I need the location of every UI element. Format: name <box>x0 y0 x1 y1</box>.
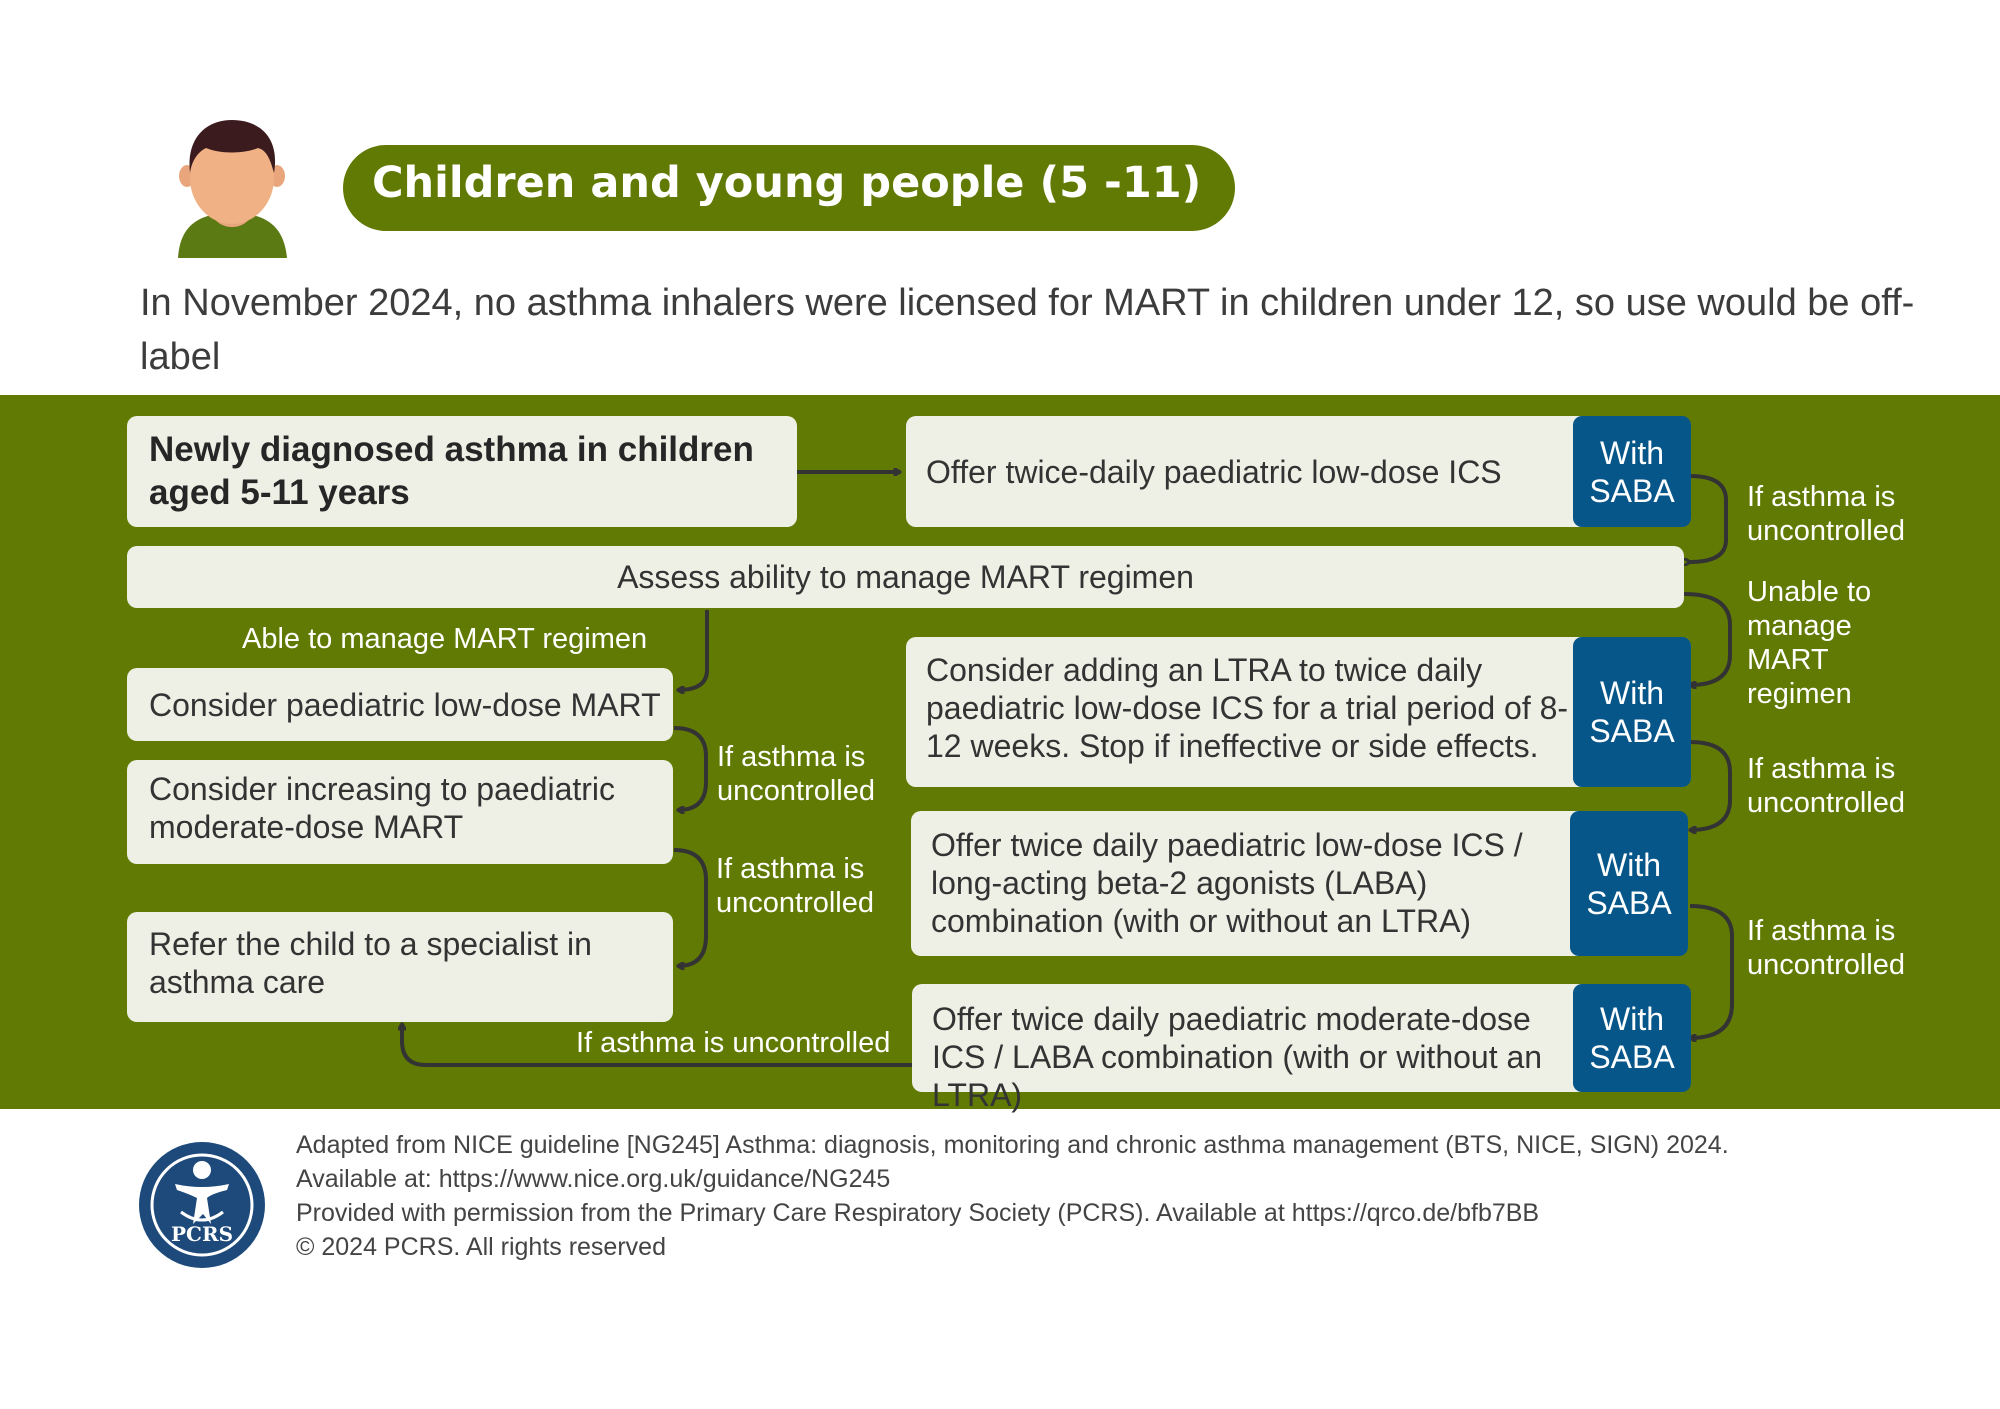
source-line-3: Provided with permission from the Primary Care Respiratory Society (PCRS). Available at https://qrco.de/bfb7BB <box>296 1199 1540 1227</box>
with-saba-badge <box>1570 811 1688 956</box>
unable-to-manage-label: Unable to manage MART regimen <box>1747 576 1872 710</box>
with-saba-badge <box>1573 416 1691 527</box>
ics-low-dose-text: Offer twice-daily paediatric low-dose ICS <box>926 454 1502 490</box>
mart-moderate-dose-text: Consider increasing to paediatric moderate-dose MART <box>149 771 616 845</box>
uncontrolled-label: If asthma is uncontrolled <box>576 1027 891 1059</box>
refer-specialist-text: Refer the child to a specialist in asthma care <box>149 926 592 1000</box>
with-saba-label: With SABA <box>1586 846 1672 921</box>
with-saba-label: With SABA <box>1589 1001 1675 1075</box>
pcrs-logo-text: PCRS <box>170 1222 234 1246</box>
intro-text: In November 2024, no asthma inhalers were licensed for MART in children under 12, so use would be off-label <box>140 282 1915 378</box>
ics-laba-moderate-dose-text: Offer twice daily paediatric moderate-dose ICS / LABA combination (with or without an LTRA) <box>932 1001 1543 1113</box>
assess-text: Assess ability to manage MART regimen <box>617 559 1194 595</box>
source-line-2: Available at: https://www.nice.org.uk/guidance/NG245 <box>296 1165 891 1193</box>
page-title: Children and young people (5 -11) <box>372 158 1202 208</box>
mart-low-dose-text: Consider paediatric low-dose MART <box>149 687 661 723</box>
with-saba-badge <box>1573 637 1691 787</box>
ltra-trial-text: Consider adding an LTRA to twice daily paediatric low-dose ICS for a trial period of 8-12 weeks. Stop if ineffective or side effects. <box>926 652 1569 764</box>
source-line-1: Adapted from NICE guideline [NG245] Asthma: diagnosis, monitoring and chronic asthma management (BTS, NICE, SIGN) 2024. <box>296 1131 1729 1159</box>
uncontrolled-label: If asthma is uncontrolled <box>1747 915 1905 981</box>
copyright-line: © 2024 PCRS. All rights reserved <box>296 1233 666 1261</box>
uncontrolled-label: If asthma is uncontrolled <box>1747 481 1905 547</box>
uncontrolled-label: If asthma is uncontrolled <box>716 853 874 919</box>
start-text: Newly diagnosed asthma in children aged 5-11 years <box>149 430 754 512</box>
source-notes <box>296 1128 1956 1264</box>
pcrs-logo <box>137 1140 267 1270</box>
with-saba-label: With SABA <box>1589 675 1675 749</box>
with-saba-badge <box>1573 984 1691 1092</box>
ics-laba-low-dose-text: Offer twice daily paediatric low-dose ICS / long-acting beta-2 agonists (LABA) combination (with or without an LTRA) <box>931 827 1523 939</box>
able-to-manage-label: Able to manage MART regimen <box>242 623 648 655</box>
with-saba-label: With SABA <box>1589 434 1675 509</box>
uncontrolled-label: If asthma is uncontrolled <box>1747 753 1905 819</box>
uncontrolled-label: If asthma is uncontrolled <box>717 741 875 807</box>
